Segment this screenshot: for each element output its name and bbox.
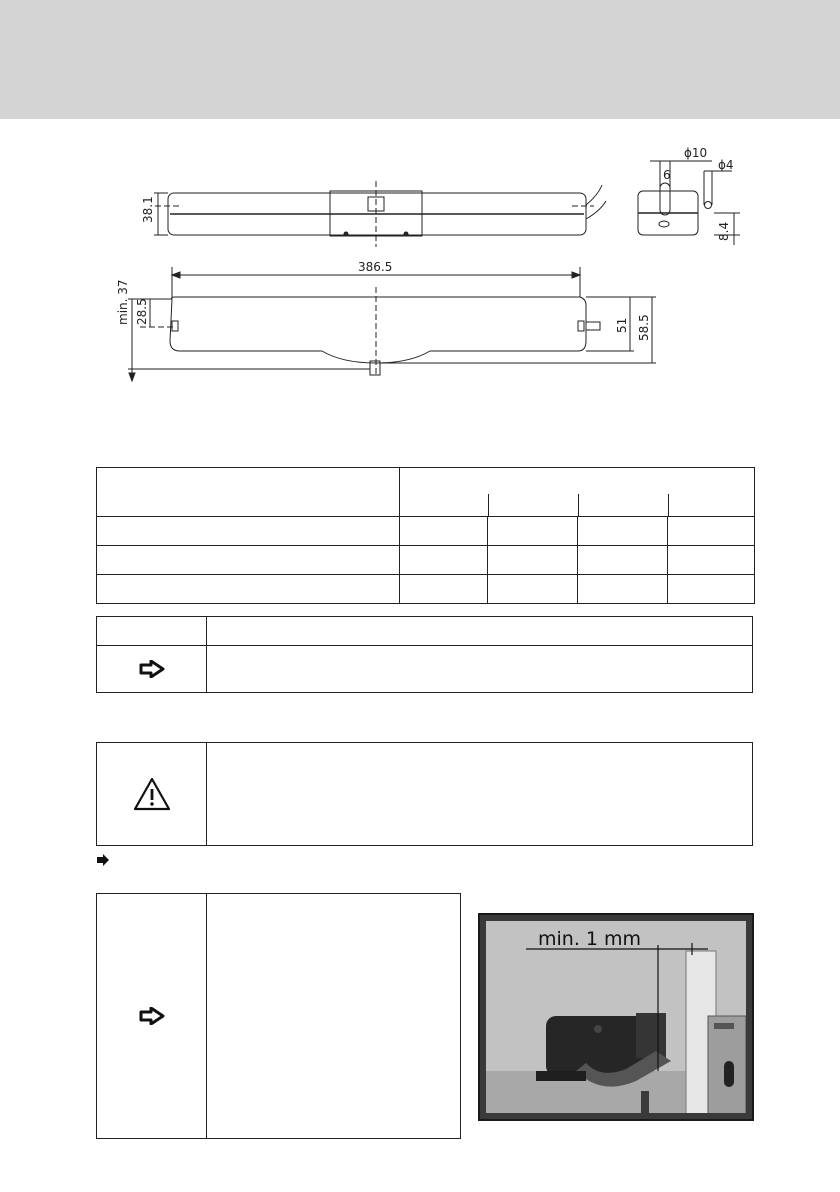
photo-label: min. 1 mm xyxy=(538,928,642,950)
arrow-right-outline-icon xyxy=(97,646,206,692)
table-row xyxy=(97,517,755,546)
mounting-photo xyxy=(478,913,754,1121)
spec-header-label-cell xyxy=(97,468,400,517)
spec-table xyxy=(96,467,755,604)
dim-height-side: 38.1 xyxy=(141,196,155,223)
warning-box xyxy=(96,742,753,846)
note-box xyxy=(96,616,753,693)
arrow-right-solid-icon xyxy=(96,852,110,866)
plan-view-body xyxy=(170,297,586,363)
dim-bore-large: ϕ10 xyxy=(684,146,708,160)
dim-offset: 28.5 xyxy=(135,298,149,325)
table-row xyxy=(97,575,755,604)
dim-length: 386.5 xyxy=(358,260,393,274)
dimension-drawing xyxy=(0,119,840,409)
dim-min-clearance: min. 37 xyxy=(116,279,130,325)
header-band xyxy=(0,0,840,119)
table-row xyxy=(97,546,755,575)
dim-offset-side: 8.4 xyxy=(717,221,731,241)
dim-slot-width: 6 xyxy=(663,168,671,182)
dim-depth-body: 51 xyxy=(615,317,629,333)
note-box-large xyxy=(96,893,461,1139)
dim-bore-small: ϕ4 xyxy=(718,158,734,172)
spec-header-group-cell xyxy=(400,468,755,493)
dim-depth-total: 58.5 xyxy=(637,314,651,341)
warning-triangle-icon xyxy=(97,743,206,845)
arrow-right-outline-icon xyxy=(97,894,206,1138)
